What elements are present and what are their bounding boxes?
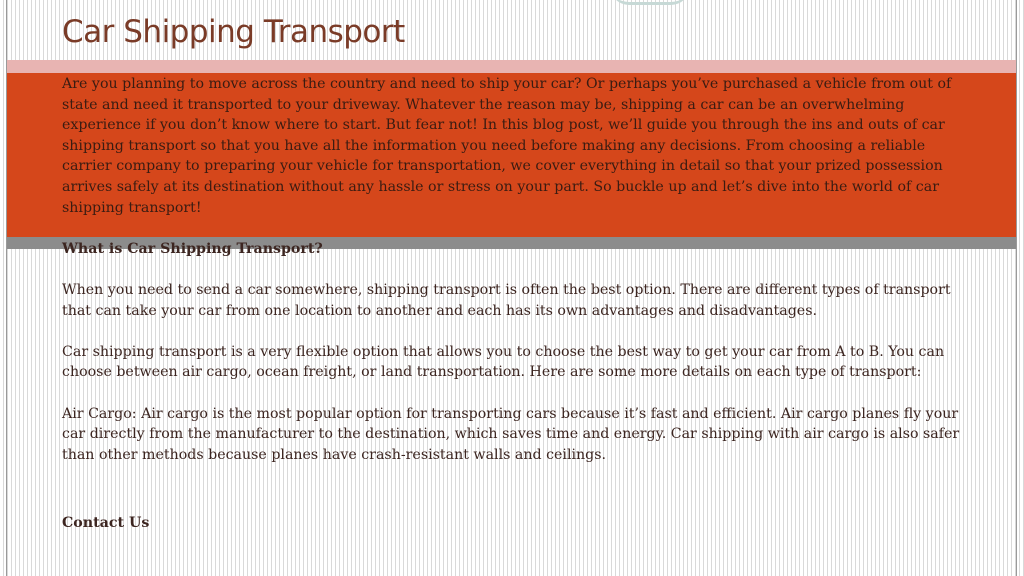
decorative-ornament-icon	[610, 0, 690, 5]
right-border-line	[1016, 0, 1017, 576]
body-paragraph-1: When you need to send a car somewhere, shipping transport is often the best option. There are different types of transport that can take your car from one location to another and each has its own advantages and disadvantages.	[62, 281, 951, 319]
contact-us-link[interactable]: Contact Us	[62, 515, 150, 531]
pink-accent-band	[7, 60, 1016, 73]
page-title: Car Shipping Transport	[62, 14, 405, 50]
intro-paragraph: Are you planning to move across the country and need to ship your car? Or perhaps you’ve purchased a vehicle from out of state and need it transported to your driveway. Whatever the reason may be, shipping a car can be an overwhelming experience if you don’t know where to start. But fear not! In this blog post, we’ll guide you through the ins and outs of car shipping transport so that you have all the information you need before making any decisions. From choosing a reliable carrier company to preparing your vehicle for transportation, we cover everything in detail so that your prized possession arrives safely at its destination without any hassle or stress on your part. So buckle up and let’s dive into the world of car shipping transport!	[62, 76, 952, 216]
article-body	[62, 74, 968, 486]
body-paragraph-3: Air Cargo: Air cargo is the most popular option for transporting cars because it’s fast and efficient. Air cargo planes fly your car directly from the manufacturer to the destination, which saves time and energy. Car shipping with air cargo is also safer than other methods because planes have crash-resistant walls and ceilings.	[62, 405, 960, 463]
section-heading: What is Car Shipping Transport?	[62, 240, 323, 257]
body-paragraph-2: Car shipping transport is a very flexible option that allows you to choose the best way to get your car from A to B. You can choose between air cargo, ocean freight, or land transportation. Here are some more details on each type of transport:	[62, 343, 945, 381]
